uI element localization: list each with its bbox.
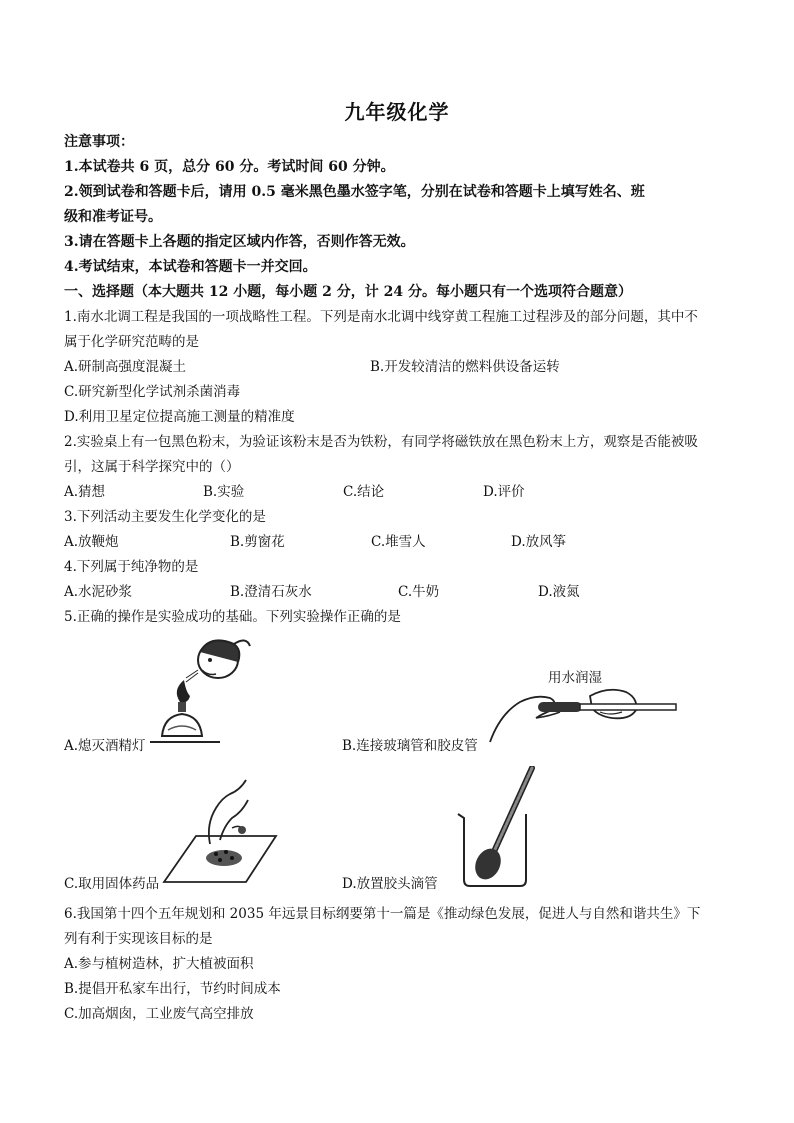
q2-option-d: D.评价: [483, 484, 525, 500]
q2-option-c: C.结论: [343, 484, 385, 500]
q6-option-c: C.加高烟囱，工业废气高空排放: [64, 1006, 254, 1022]
notice-item-4: 4.考试结束，本试卷和答题卡一并交回。: [64, 259, 317, 275]
figure-d-dropper-beaker: [452, 766, 542, 888]
notice-item-2-cont: 级和准考证号。: [64, 209, 162, 225]
notice-item-3: 3.请在答题卡上各题的指定区域内作答，否则作答无效。: [64, 234, 415, 250]
q3-stem: 3.下列活动主要发生化学变化的是: [64, 509, 266, 525]
q2-stem-2: 引，这属于科学探究中的（）: [64, 459, 240, 475]
q4-option-a: A.水泥砂浆: [64, 584, 133, 600]
q2-stem-1: 2.实验桌上有一包黑色粉末，为验证该粉末是否为铁粉，有同学将磁铁放在黑色粉末上方，观察是否能被吸: [64, 434, 698, 450]
figure-b-tube-connection: [480, 684, 680, 744]
page-title: 九年级化学: [344, 100, 450, 124]
q3-option-b: B.剪窗花: [230, 534, 285, 550]
section-heading: 一、选择题（本大题共 12 小题，每小题 2 分，计 24 分。每小题只有一个选项符合题意）: [64, 284, 632, 300]
q4-option-b: B.澄清石灰水: [230, 584, 312, 600]
q3-option-d: D.放风筝: [511, 534, 567, 550]
q6-option-b: B.提倡开私家车出行，节约时间成本: [64, 981, 281, 997]
figure-b-caption: 用水润湿: [548, 670, 602, 686]
q1-option-b: B.开发较清洁的燃料供设备运转: [370, 359, 560, 375]
q3-option-c: C.堆雪人: [371, 534, 426, 550]
q1-stem-2: 属于化学研究范畴的是: [64, 334, 199, 350]
q1-stem-1: 1.南水北调工程是我国的一项战略性工程。下列是南水北调中线穿黄工程施工过程涉及的部分问题，其中不: [64, 309, 698, 325]
notice-item-2: 2.领到试卷和答题卡后，请用 0.5 毫米黑色墨水签字笔，分别在试卷和答题卡上填写姓名、班: [64, 184, 645, 200]
q5-option-a: A.熄灭酒精灯: [64, 738, 146, 754]
q5-option-c: C.取用固体药品: [64, 876, 160, 892]
figure-c-solid-reagent: [160, 778, 280, 888]
q5-stem: 5.正确的操作是实验成功的基础。下列实验操作正确的是: [64, 609, 401, 625]
q4-option-d: D.液氮: [538, 584, 580, 600]
q6-stem-1: 6.我国第十四个五年规划和 2035 年远景目标纲要第十一篇是《推动绿色发展，促进人与自然和谐共生》下: [64, 906, 701, 922]
q4-stem: 4.下列属于纯净物的是: [64, 559, 199, 575]
q6-stem-2: 列有利于实现该目标的是: [64, 931, 213, 947]
notice-item-1: 1.本试卷共 6 页，总分 60 分。考试时间 60 分钟。: [64, 159, 395, 175]
q2-option-b: B.实验: [203, 484, 245, 500]
q6-option-a: A.参与植树造林，扩大植被面积: [64, 956, 254, 972]
q2-option-a: A.猜想: [64, 484, 106, 500]
q5-option-b: B.连接玻璃管和胶皮管: [342, 738, 478, 754]
q3-option-a: A.放鞭炮: [64, 534, 119, 550]
q1-option-a: A.研制高强度混凝土: [64, 359, 187, 375]
q1-option-d: D.利用卫星定位提高施工测量的精准度: [64, 409, 295, 425]
q4-option-c: C.牛奶: [398, 584, 440, 600]
figure-a-alcohol-lamp: [150, 632, 270, 750]
q1-option-c: C.研究新型化学试剂杀菌消毒: [64, 384, 241, 400]
notice-heading: 注意事项：: [64, 134, 134, 150]
q5-option-d: D.放置胶头滴管: [342, 876, 438, 892]
